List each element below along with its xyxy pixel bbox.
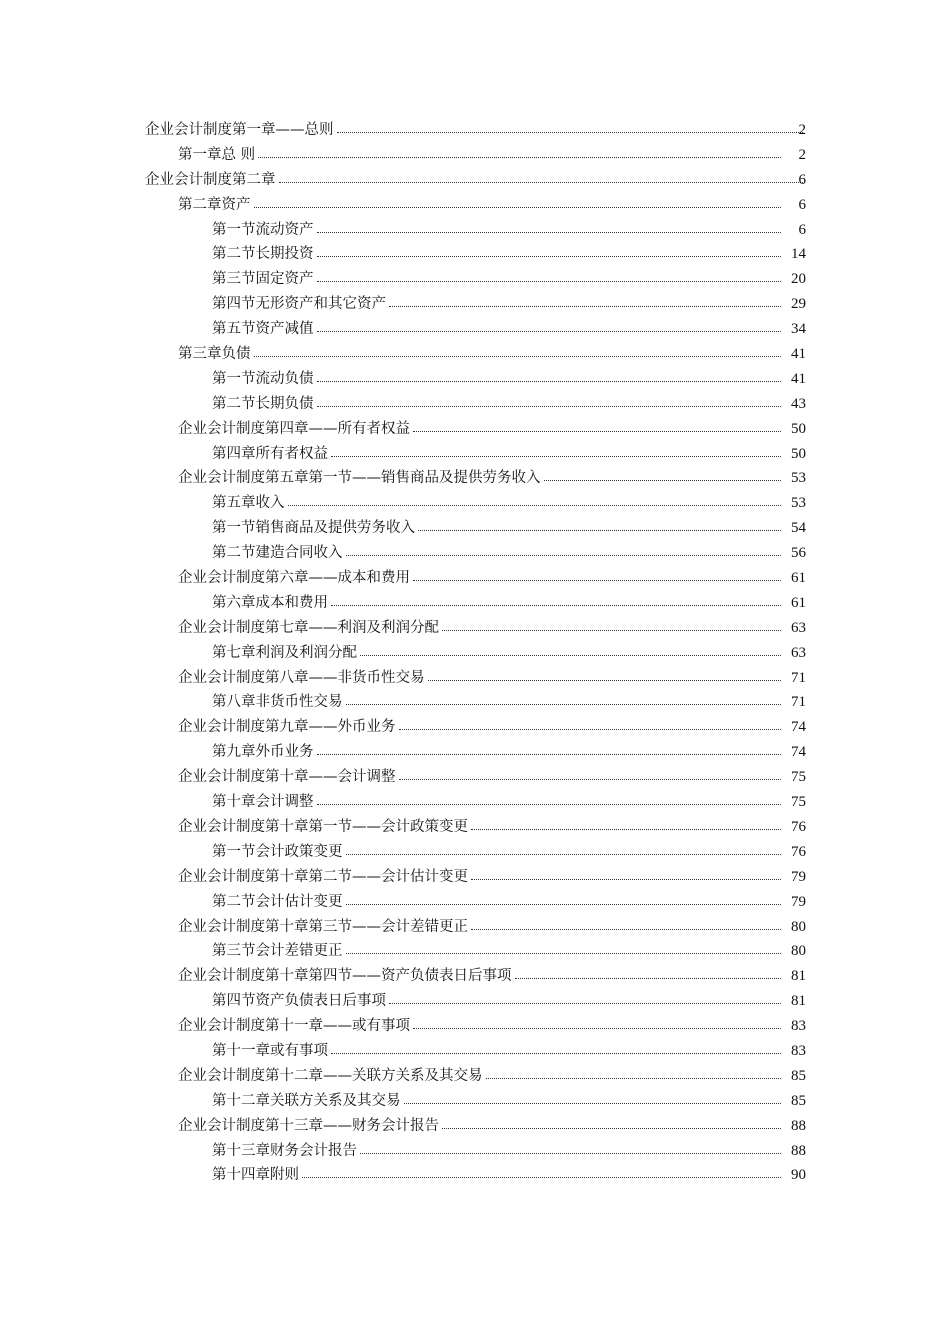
toc-entry-title: 第四节无形资产和其它资产 [212,296,386,313]
toc-entry-title: 第一节流动资产 [212,221,314,238]
toc-entry-page-number: 83 [791,1042,806,1059]
toc-entry-page-number: 6 [798,196,806,213]
toc-entry-title: 第五节资产减值 [212,321,314,338]
toc-entry-title: 第七章利润及利润分配 [212,644,357,661]
toc-entry-page-number: 6 [798,171,806,188]
toc-entry-page-number: 88 [791,1142,806,1159]
toc-entry[interactable] [0,840,950,865]
toc-dot-leader [331,596,781,606]
toc-entry[interactable] [0,242,950,267]
toc-entry[interactable] [0,591,950,616]
toc-entry-page-number: 83 [791,1018,806,1035]
toc-entry-page-number: 75 [791,769,806,786]
toc-entry[interactable] [0,915,950,940]
toc-dot-leader [254,347,782,357]
toc-entry-page-number: 79 [791,893,806,910]
toc-entry[interactable] [0,765,950,790]
toc-dot-leader [317,322,782,332]
toc-dot-leader [331,1044,781,1054]
toc-entry-title: 企业会计制度第十二章——关联方关系及其交易 [178,1067,483,1084]
toc-entry[interactable] [0,466,950,491]
toc-entry[interactable] [0,541,950,566]
toc-entry[interactable] [0,740,950,765]
toc-entry[interactable] [0,1089,950,1114]
toc-entry[interactable] [0,566,950,591]
toc-entry-title: 第九章外币业务 [212,744,314,761]
toc-entry-page-number: 50 [791,445,806,462]
toc-entry-title: 第一节流动负债 [212,370,314,387]
toc-entry[interactable] [0,417,950,442]
toc-entry-page-number: 74 [791,719,806,736]
toc-entry[interactable] [0,815,950,840]
toc-entry-title: 第二节长期投资 [212,246,314,263]
toc-entry-page-number: 2 [798,122,806,138]
toc-entry-page-number: 81 [791,968,806,985]
toc-entry-page-number: 2 [798,146,806,163]
toc-dot-leader [279,173,804,183]
toc-entry-title: 第二章资产 [178,196,251,213]
toc-entry-page-number: 76 [791,818,806,835]
table-of-contents [0,118,950,1188]
toc-entry-page-number: 56 [791,545,806,562]
toc-dot-leader [331,447,781,457]
toc-dot-leader [346,895,782,905]
toc-entry[interactable] [0,442,950,467]
toc-entry[interactable] [0,865,950,890]
toc-entry-page-number: 76 [791,843,806,860]
toc-entry-page-number: 90 [791,1167,806,1184]
toc-dot-leader [317,746,782,756]
toc-entry-page-number: 54 [791,520,806,537]
toc-entry-title: 第一章总 则 [178,146,256,163]
toc-entry[interactable] [0,989,950,1014]
toc-entry[interactable] [0,267,950,292]
toc-dot-leader [486,1069,782,1079]
toc-entry[interactable] [0,367,950,392]
toc-dot-leader [360,646,781,656]
toc-dot-leader [544,472,782,482]
toc-entry-title: 第十章会计调整 [212,794,314,811]
toc-entry[interactable] [0,890,950,915]
toc-dot-leader [346,546,782,556]
toc-entry[interactable] [0,342,950,367]
toc-entry[interactable] [0,616,950,641]
toc-entry-title: 企业会计制度第十章第四节——资产负债表日后事项 [178,968,512,985]
toc-entry[interactable] [0,168,950,193]
toc-entry-title: 企业会计制度第八章——非货币性交易 [178,669,425,686]
toc-entry-title: 企业会计制度第四章——所有者权益 [178,420,410,437]
toc-entry-page-number: 75 [791,794,806,811]
toc-entry-page-number: 6 [798,221,806,238]
toc-entry[interactable] [0,666,950,691]
toc-entry[interactable] [0,193,950,218]
toc-entry-page-number: 61 [791,594,806,611]
toc-entry-title: 第二节建造合同收入 [212,545,343,562]
toc-entry[interactable] [0,1163,950,1188]
toc-dot-leader [360,1144,781,1154]
toc-entry-title: 第三节固定资产 [212,271,314,288]
toc-entry-title: 第八章非货币性交易 [212,694,343,711]
toc-entry[interactable] [0,939,950,964]
toc-entry-page-number: 88 [791,1117,806,1134]
toc-entry[interactable] [0,1114,950,1139]
toc-entry-title: 第二节长期负债 [212,395,314,412]
toc-entry[interactable] [0,690,950,715]
toc-entry-page-number: 53 [791,495,806,512]
toc-entry[interactable] [0,1139,950,1164]
toc-dot-leader [413,1019,781,1029]
toc-entry[interactable] [0,317,950,342]
toc-dot-leader [442,1119,781,1129]
toc-entry-page-number: 85 [791,1092,806,1109]
toc-entry-page-number: 63 [791,619,806,636]
toc-entry[interactable] [0,516,950,541]
toc-dot-leader [254,198,782,208]
toc-entry-title: 第六章成本和费用 [212,594,328,611]
toc-entry-title: 企业会计制度第九章——外币业务 [178,719,396,736]
toc-entry-title: 第五章收入 [212,495,285,512]
toc-entry-title: 第十一章或有事项 [212,1042,328,1059]
toc-entry-page-number: 41 [791,346,806,363]
toc-entry-title: 企业会计制度第一章——总则 [145,122,334,138]
toc-entry-title: 企业会计制度第十一章——或有事项 [178,1018,410,1035]
toc-entry-title: 第一节会计政策变更 [212,843,343,860]
toc-dot-leader [317,248,782,258]
toc-dot-leader [418,522,781,532]
toc-entry-page-number: 43 [791,395,806,412]
toc-entry-title: 企业会计制度第十章第二节——会计估计变更 [178,868,468,885]
toc-entry-title: 企业会计制度第十章第三节——会计差错更正 [178,918,468,935]
toc-entry[interactable] [0,790,950,815]
toc-entry-title: 第四章所有者权益 [212,445,328,462]
toc-entry-title: 企业会计制度第十章——会计调整 [178,769,396,786]
toc-entry[interactable] [0,715,950,740]
toc-entry-title: 第十四章附则 [212,1167,299,1184]
toc-entry-title: 企业会计制度第十三章——财务会计报告 [178,1117,439,1134]
toc-entry-page-number: 71 [791,669,806,686]
toc-entry-page-number: 41 [791,370,806,387]
toc-entry-page-number: 61 [791,570,806,587]
toc-dot-leader [404,1094,782,1104]
toc-entry-page-number: 80 [791,918,806,935]
toc-dot-leader [471,820,781,830]
toc-entry[interactable] [0,964,950,989]
toc-entry-title: 企业会计制度第六章——成本和费用 [178,570,410,587]
toc-entry-title: 第二节会计估计变更 [212,893,343,910]
toc-dot-leader [399,770,782,780]
toc-entry[interactable] [0,118,950,143]
toc-entry-page-number: 50 [791,420,806,437]
toc-dot-leader [413,422,781,432]
toc-entry-page-number: 81 [791,993,806,1010]
toc-entry[interactable] [0,292,950,317]
toc-entry-page-number: 53 [791,470,806,487]
toc-entry-title: 第十三章财务会计报告 [212,1142,357,1159]
toc-entry[interactable] [0,1039,950,1064]
toc-entry-title: 第三章负债 [178,346,251,363]
toc-dot-leader [337,123,804,133]
toc-dot-leader [346,696,782,706]
toc-dot-leader [428,671,782,681]
toc-entry[interactable] [0,1014,950,1039]
toc-dot-leader [515,970,782,980]
toc-dot-leader [346,845,782,855]
toc-dot-leader [471,920,781,930]
toc-dot-leader [471,870,781,880]
toc-entry-page-number: 29 [791,296,806,313]
toc-dot-leader [389,298,781,308]
toc-entry-page-number: 63 [791,644,806,661]
toc-entry-title: 企业会计制度第五章第一节——销售商品及提供劳务收入 [178,470,541,487]
toc-entry-page-number: 20 [791,271,806,288]
toc-dot-leader [317,372,782,382]
toc-entry[interactable] [0,218,950,243]
toc-entry[interactable] [0,641,950,666]
toc-entry-title: 第三节会计差错更正 [212,943,343,960]
toc-entry-title: 第十二章关联方关系及其交易 [212,1092,401,1109]
toc-dot-leader [258,148,781,158]
toc-entry-page-number: 71 [791,694,806,711]
toc-dot-leader [288,497,782,507]
toc-entry[interactable] [0,143,950,168]
toc-entry[interactable] [0,491,950,516]
toc-entry-page-number: 34 [791,321,806,338]
toc-dot-leader [302,1169,781,1179]
toc-entry[interactable] [0,1064,950,1089]
toc-entry-title: 第一节销售商品及提供劳务收入 [212,520,415,537]
toc-dot-leader [413,571,781,581]
toc-entry-page-number: 14 [791,246,806,263]
toc-dot-leader [399,721,782,731]
toc-entry-page-number: 80 [791,943,806,960]
toc-dot-leader [346,945,782,955]
toc-dot-leader [317,273,782,283]
toc-dot-leader [317,795,782,805]
toc-dot-leader [389,994,781,1004]
toc-dot-leader [317,397,782,407]
toc-entry-page-number: 79 [791,868,806,885]
toc-entry-page-number: 85 [791,1067,806,1084]
toc-dot-leader [442,621,781,631]
toc-entry-page-number: 74 [791,744,806,761]
toc-entry-title: 企业会计制度第二章 [145,171,276,188]
toc-entry-title: 第四节资产负债表日后事项 [212,993,386,1010]
toc-entry-title: 企业会计制度第十章第一节——会计政策变更 [178,818,468,835]
toc-entry[interactable] [0,392,950,417]
toc-entry-title: 企业会计制度第七章——利润及利润分配 [178,619,439,636]
toc-dot-leader [317,223,782,233]
